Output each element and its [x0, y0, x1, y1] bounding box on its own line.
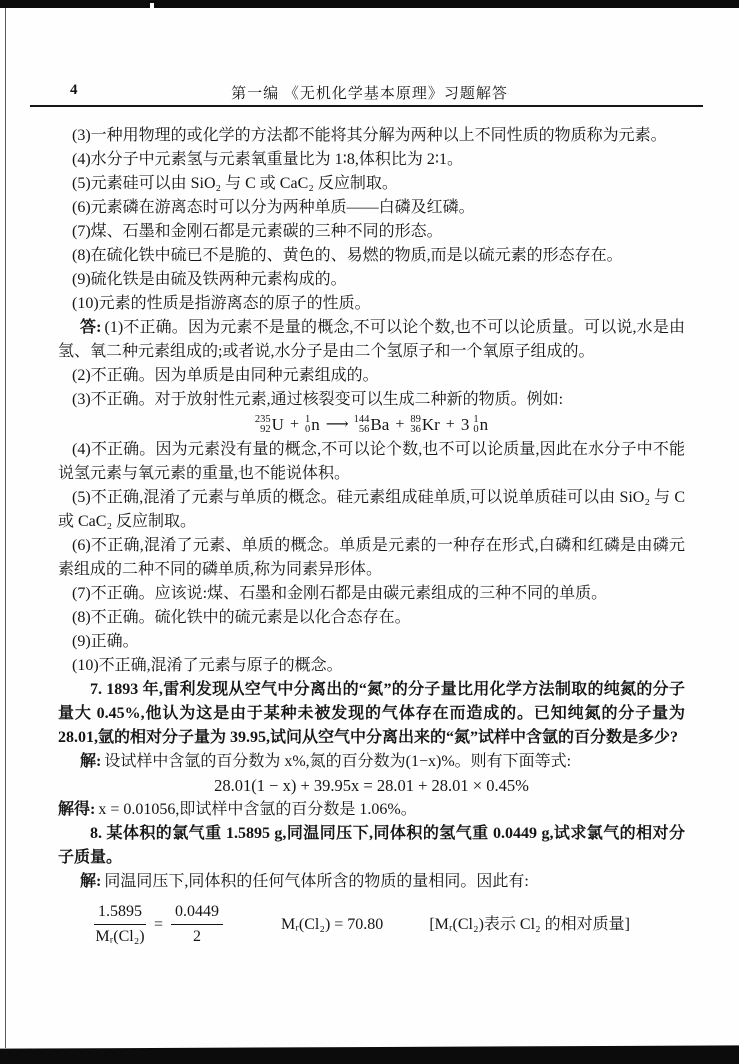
fraction-right	[171, 902, 223, 947]
question-8: 8. 某体积的氯气重 1.5895 g,同温同压下,同体积的氢气重 0.0449 g,试求氯气的相对分子质量。	[58, 825, 685, 866]
solution-label: 解:	[80, 753, 102, 770]
statement-5: (5)元素硅可以由 SiO₂ 与 C 或 CaC₂ 反应制取。	[72, 175, 398, 192]
nuclear-fission-equation	[58, 412, 685, 438]
answer-item-1: (1)不正确。因为元素不是量的概念,不可以论个数,也不可以论质量。可以说,水是由氢、氧二种元素组成的;或者说,水分子是由二个氢原子和一个氧原子组成的。	[58, 319, 685, 360]
statement-7: (7)煤、石墨和金刚石都是元素碳的三种不同的形态。	[72, 223, 443, 240]
atomic-number: 92	[260, 424, 271, 435]
answer-label: 答:	[80, 319, 102, 336]
solution-label: 解:	[80, 873, 102, 890]
element-symbol: U	[271, 415, 284, 434]
statement-10: (10)元素的性质是指游离态的原子的性质。	[72, 295, 371, 312]
statement-6: (6)元素磷在游离态时可以分为两种单质——白磷及红磷。	[72, 199, 475, 216]
atomic-number: 0	[473, 424, 479, 435]
answer-item-2: (2)不正确。因为单质是由同种元素组成的。	[72, 367, 379, 384]
nuclide-krypton	[410, 413, 439, 437]
scan-edge-top	[0, 0, 739, 8]
mass-number: 89	[410, 414, 421, 425]
result-text: x = 0.01056,即试样中含氩的百分数是 1.06%。	[98, 801, 417, 818]
plus-operator: +	[395, 416, 405, 433]
formula-note: [Mᵣ(Cl₂)表示 Cl₂ 的相对质量]	[429, 915, 630, 933]
page-header	[0, 82, 739, 104]
element-symbol: n	[311, 415, 320, 434]
mass-number: 1	[304, 414, 311, 425]
plus-operator: +	[289, 416, 299, 433]
scan-edge-bottom	[0, 1045, 739, 1064]
atomic-number: 56	[358, 424, 370, 435]
molar-mass-result: Mᵣ(Cl₂) = 70.80	[281, 915, 384, 933]
page-body	[58, 124, 685, 947]
solution-setup: 设试样中含氩的百分数为 x%,氮的百分数为(1−x)%。则有下面等式:	[104, 753, 572, 770]
mass-number: 144	[353, 414, 370, 425]
element-symbol: Ba	[370, 415, 390, 434]
answer-item-10: (10)不正确,混淆了元素与原子的概念。	[72, 657, 343, 674]
isotope-prescript	[255, 415, 271, 435]
statement-9: (9)硫化铁是由硫及铁两种元素构成的。	[72, 271, 347, 288]
numerator: 0.0449	[171, 902, 223, 925]
question-8-solution	[58, 870, 685, 894]
result-label: 解得:	[58, 801, 96, 818]
answer-item-7: (7)不正确。应该说:煤、石墨和金刚石都是由碳元素组成的三种不同的单质。	[72, 585, 608, 602]
numerator: 1.5895	[94, 902, 146, 925]
atomic-number: 0	[304, 424, 311, 435]
isotope-prescript	[354, 415, 370, 435]
nuclide-barium	[354, 413, 390, 437]
scan-notch	[150, 3, 154, 8]
scan-gutter-line	[5, 8, 6, 1048]
mass-number: 1	[473, 414, 479, 425]
mass-number: 235	[254, 414, 271, 425]
answer-item-9: (9)正确。	[72, 633, 139, 650]
answer-item-8: (8)不正确。硫化铁中的硫元素是以化合态存在。	[72, 609, 411, 626]
running-title: 第一编 《无机化学基本原理》习题解答	[231, 86, 508, 102]
element-symbol: n	[479, 415, 489, 434]
header-rule	[30, 105, 703, 107]
answer-item-6: (6)不正确,混淆了元素、单质的概念。单质是元素的一种存在形式,白磷和红磷是由磷元素组成的二种不同的磷单质,称为同素异形体。	[58, 537, 685, 578]
element-symbol: Kr	[421, 415, 440, 434]
plus-operator: +	[445, 416, 455, 433]
question-7-solution	[58, 750, 685, 774]
denominator: Mᵣ(Cl₂)	[95, 928, 145, 945]
coefficient: 3	[460, 415, 470, 434]
answer-intro	[58, 316, 685, 364]
statement-8: (8)在硫化铁中硫已不是脆的、黄色的、易燃的物质,而是以硫元素的形态存在。	[72, 247, 623, 264]
statement-3: (3)一种用物理的或化学的方法都不能将其分解为两种以上不同性质的物质称为元素。	[72, 127, 667, 144]
nuclide-neutron	[305, 413, 320, 437]
nuclide-neutron	[473, 413, 488, 437]
nuclide-uranium	[255, 413, 284, 437]
page-number: 4	[70, 82, 78, 98]
answer-item-4: (4)不正确。因为元素没有量的概念,不可以论个数,也不可以论质量,因此在水分子中不能说氢元素与氧元素的重量,也不能说体积。	[58, 441, 685, 482]
isotope-prescript	[305, 415, 310, 435]
answer-item-3: (3)不正确。对于放射性元素,通过核裂变可以生成二种新的物质。例如:	[72, 391, 564, 408]
isotope-prescript	[410, 415, 421, 435]
solution-setup: 同温同压下,同体积的任何气体所含的物质的量相同。因此有:	[104, 873, 529, 890]
denominator: 2	[193, 928, 202, 945]
question-7-result	[58, 798, 685, 822]
statement-4: (4)水分子中元素氢与元素氧重量比为 1∶8,体积比为 2∶1。	[72, 151, 463, 168]
isotope-prescript	[473, 415, 478, 435]
equals-operator: =	[154, 915, 164, 933]
reaction-arrow-icon: ⟶	[325, 416, 348, 433]
atomic-number: 36	[410, 424, 421, 435]
answer-item-5: (5)不正确,混淆了元素与单质的概念。硅元素组成硅单质,可以说单质硅可以由 SiO₂ 与 C 或 CaC₂ 反应制取。	[58, 489, 685, 530]
fraction-left	[94, 902, 146, 947]
question-7: 7. 1893 年,雷利发现从空气中分离出的“氮”的分子量比用化学方法制取的纯氮的分子量大 0.45%,他认为这是由于某种未被发现的气体存在而造成的。已知纯氮的分子量为 28.01,氩的相对分子量为 39.95,试问从空气中分离出来的“氮”试样中含氩的百分数是多少?	[58, 681, 685, 746]
question-8-formula	[58, 902, 685, 947]
question-7-equation: 28.01(1 − x) + 39.95x = 28.01 + 28.01 × 0.45%	[214, 776, 529, 795]
